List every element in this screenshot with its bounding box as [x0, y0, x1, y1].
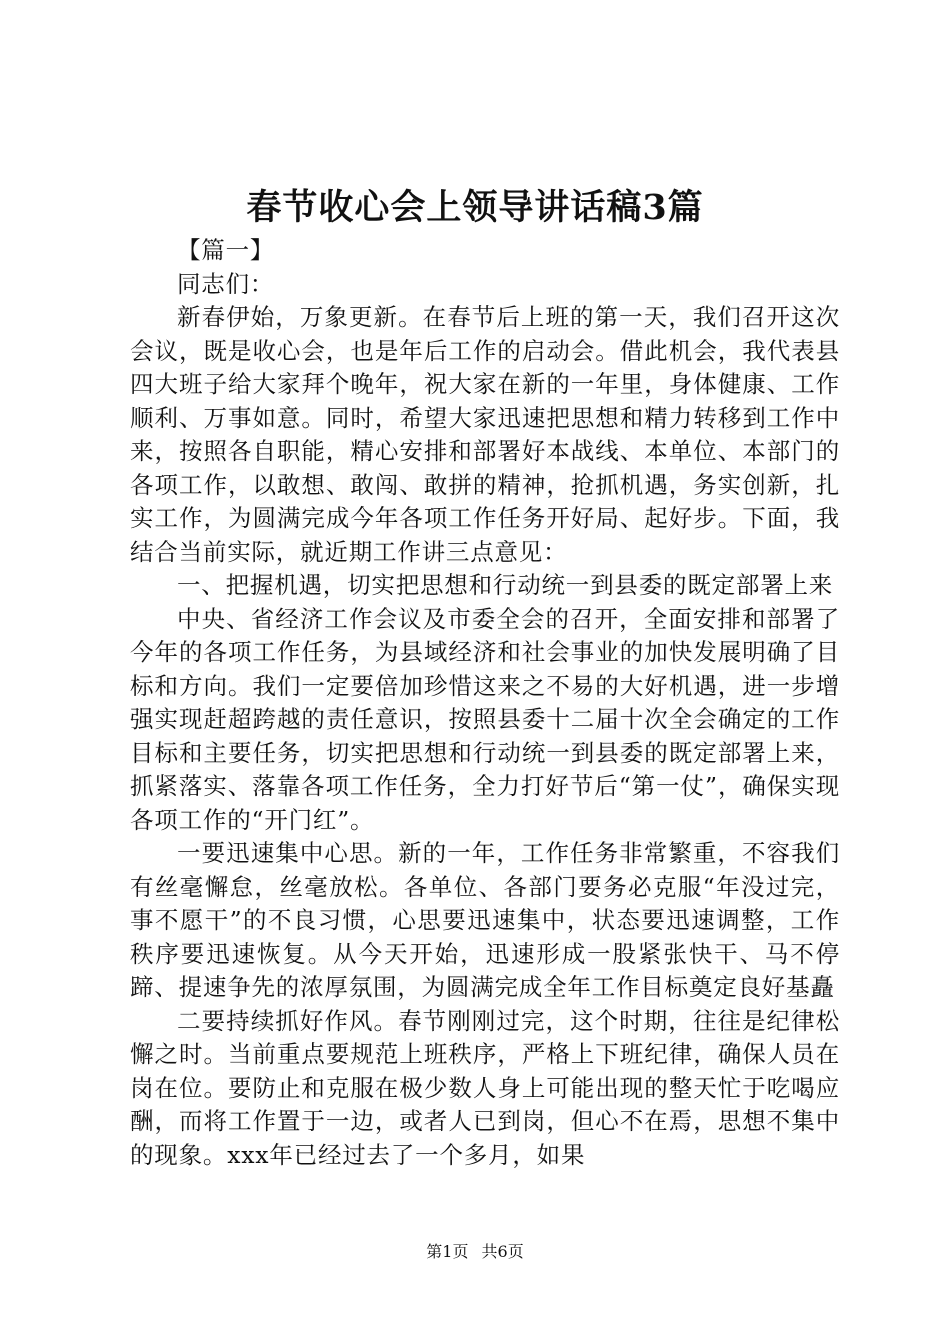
body-paragraph: 新春伊始，万象更新。在春节后上班的第一天，我们召开这次会议，既是收心会，也是年后工作的启动会。借此机会，我代表县四大班子给大家拜个晚年，祝大家在新的一年里，身体健康、工作顺利、万事如意。同时，希望大家迅速把思想和精力转移到工作中来，按照各自职能，精心安排和部署好本战线、本单位、本部门的各项工作，以敢想、敢闯、敢拼的精神，抢抓机遇，务实创新，扎实工作，为圆满完成今年各项工作任务开好局、起好步。下面，我结合当前实际，就近期工作讲三点意见：	[130, 303, 840, 566]
point-heading: 一、把握机遇，切实把思想和行动统一到县委的既定部署上来	[177, 571, 834, 599]
page-number: 第1页	[426, 1242, 469, 1261]
document-title: 春节收心会上领导讲话稿3篇	[246, 187, 704, 228]
body-paragraph: 二要持续抓好作风。春节刚刚过完，这个时期，往往是纪律松懈之时。当前重点要规范上班秩序，严格上下班纪律，确保人员在岗在位。要防止和克服在极少数人身上可能出现的整天忙于吃喝应酬，而将工作置于一边，或者人已到岗，但心不在焉，思想不集中的现象。xxx年已经过去了一个多月，如果	[130, 1006, 840, 1169]
document-body	[130, 234, 840, 1172]
page-total: 共6页	[481, 1242, 524, 1261]
body-paragraph: 一要迅速集中心思。新的一年，工作任务非常繁重，不容我们有丝毫懈怠，丝毫放松。各单位、各部门要务必克服“年没过完，事不愿干”的不良习惯，心思要迅速集中，状态要迅速调整，工作秩序要迅速恢复。从今天开始，迅速形成一股紧张快干、马不停蹄、提速争先的浓厚氛围，为圆满完成全年工作目标奠定良好基矗	[130, 839, 840, 1001]
body-paragraph: 中央、省经济工作会议及市委全会的召开，全面安排和部署了今年的各项工作任务，为县域经济和社会事业的加快发展明确了目标和方向。我们一定要倍加珍惜这来之不易的大好机遇，进一步增强实现赶超跨越的责任意识，按照县委十二届十次全会确定的工作目标和主要任务，切实把思想和行动统一到县委的既定部署上来，抓紧落实、落靠各项工作任务，全力打好节后“第一仗”，确保实现各项工作的“开门红”。	[130, 604, 840, 834]
page-footer	[0, 1241, 950, 1263]
salutation: 同志们：	[177, 269, 275, 298]
section-heading: 【篇一】	[177, 236, 275, 264]
